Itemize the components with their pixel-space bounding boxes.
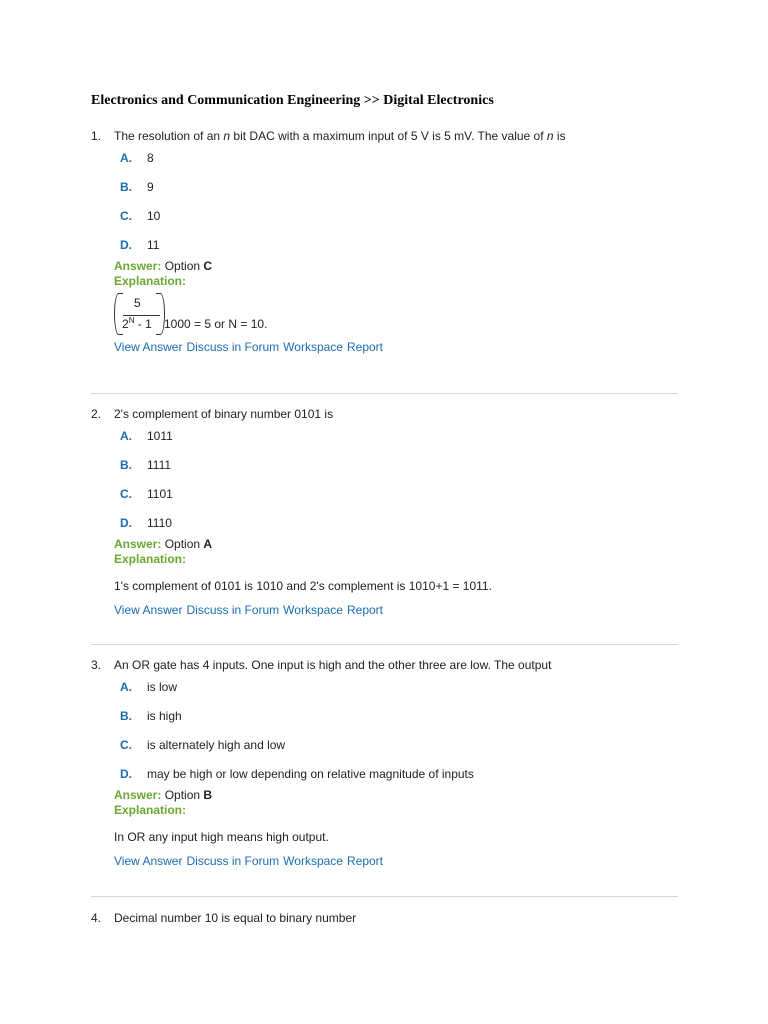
workspace-link[interactable]: Workspace	[283, 854, 343, 868]
answer-line: Answer: Option B	[114, 788, 213, 802]
question-1	[91, 127, 691, 356]
workspace-link[interactable]: Workspace	[283, 340, 343, 354]
explanation-label: Explanation:	[114, 803, 187, 817]
view-answer-link[interactable]: View Answer	[114, 340, 183, 354]
divider	[91, 644, 678, 645]
question-text: An OR gate has 4 inputs. One input is high and the other three are low. The output	[114, 658, 552, 672]
option-a[interactable]: A. 1011	[120, 429, 173, 443]
discuss-link[interactable]: Discuss in Forum	[186, 603, 280, 617]
question-text: 2's complement of binary number 0101 is	[114, 407, 334, 421]
option-c[interactable]: C. is alternately high and low	[120, 738, 286, 752]
explanation-formula: 5 $2^N - 1$ 1000 = 5 or N = 10.	[114, 293, 691, 339]
explanation-label: Explanation:	[114, 274, 187, 288]
divider	[91, 896, 678, 897]
option-b[interactable]: B. 9	[120, 180, 154, 194]
question-2: 2. 2's complement of binary number 0101 is A. 1011 B. 1111 C. 1101 D. 1110 Answer: Option A Explanation: 1's complement of 0101 is 1010 and 2's complement is 1010+1 = 1011. View Answer Discuss in Forum Workspace Report	[91, 405, 691, 619]
option-c[interactable]: C. 1101	[120, 487, 173, 501]
question-3: 3. An OR gate has 4 inputs. One input is high and the other three are low. The output A. is low B. is high C. is alternately high and low D. may be high or low depending on relative magnitude of inputs Answer: Option B Explanation: In OR any input high means high output. View Answer Discuss in Forum Workspace Report	[91, 656, 691, 870]
option-c[interactable]: C. 10	[120, 209, 161, 223]
question-text: Decimal number 10 is equal to binary number	[114, 911, 357, 925]
option-d[interactable]: D. 11	[120, 238, 160, 252]
answer-line: Answer: Option C	[114, 259, 213, 273]
explanation-text: 1's complement of 0101 is 1010 and 2's complement is 1010+1 = 1011.	[114, 579, 492, 593]
option-d[interactable]: D. 1110	[120, 516, 172, 530]
view-answer-link[interactable]: View Answer	[114, 854, 183, 868]
option-b[interactable]: B. is high	[120, 709, 182, 723]
option-a[interactable]: A. 8	[120, 151, 154, 165]
discuss-link[interactable]: Discuss in Forum	[186, 340, 280, 354]
option-b[interactable]: B. 1111	[120, 458, 172, 472]
question-4: 4. Decimal number 10 is equal to binary number	[91, 911, 357, 925]
page-title: Electronics and Communication Engineering >> Digital Electronics	[91, 93, 494, 108]
explanation-text: In OR any input high means high output.	[114, 830, 329, 844]
question-number: 1.	[91, 129, 102, 143]
divider	[91, 393, 678, 394]
view-answer-link[interactable]: View Answer	[114, 603, 183, 617]
report-link[interactable]: Report	[346, 340, 384, 354]
question-text: The resolution of an n bit DAC with a maximum input of 5 V is 5 mV. The value of n is	[114, 129, 566, 143]
workspace-link[interactable]: Workspace	[283, 603, 343, 617]
discuss-link[interactable]: Discuss in Forum	[186, 854, 280, 868]
report-link[interactable]: Report	[346, 603, 384, 617]
report-link[interactable]: Report	[346, 854, 384, 868]
answer-line: Answer: Option A	[114, 537, 213, 551]
option-a[interactable]: A. is low	[120, 680, 178, 694]
option-d[interactable]: D. may be high or low depending on relative magnitude of inputs	[120, 767, 474, 781]
explanation-label: Explanation:	[114, 552, 187, 566]
